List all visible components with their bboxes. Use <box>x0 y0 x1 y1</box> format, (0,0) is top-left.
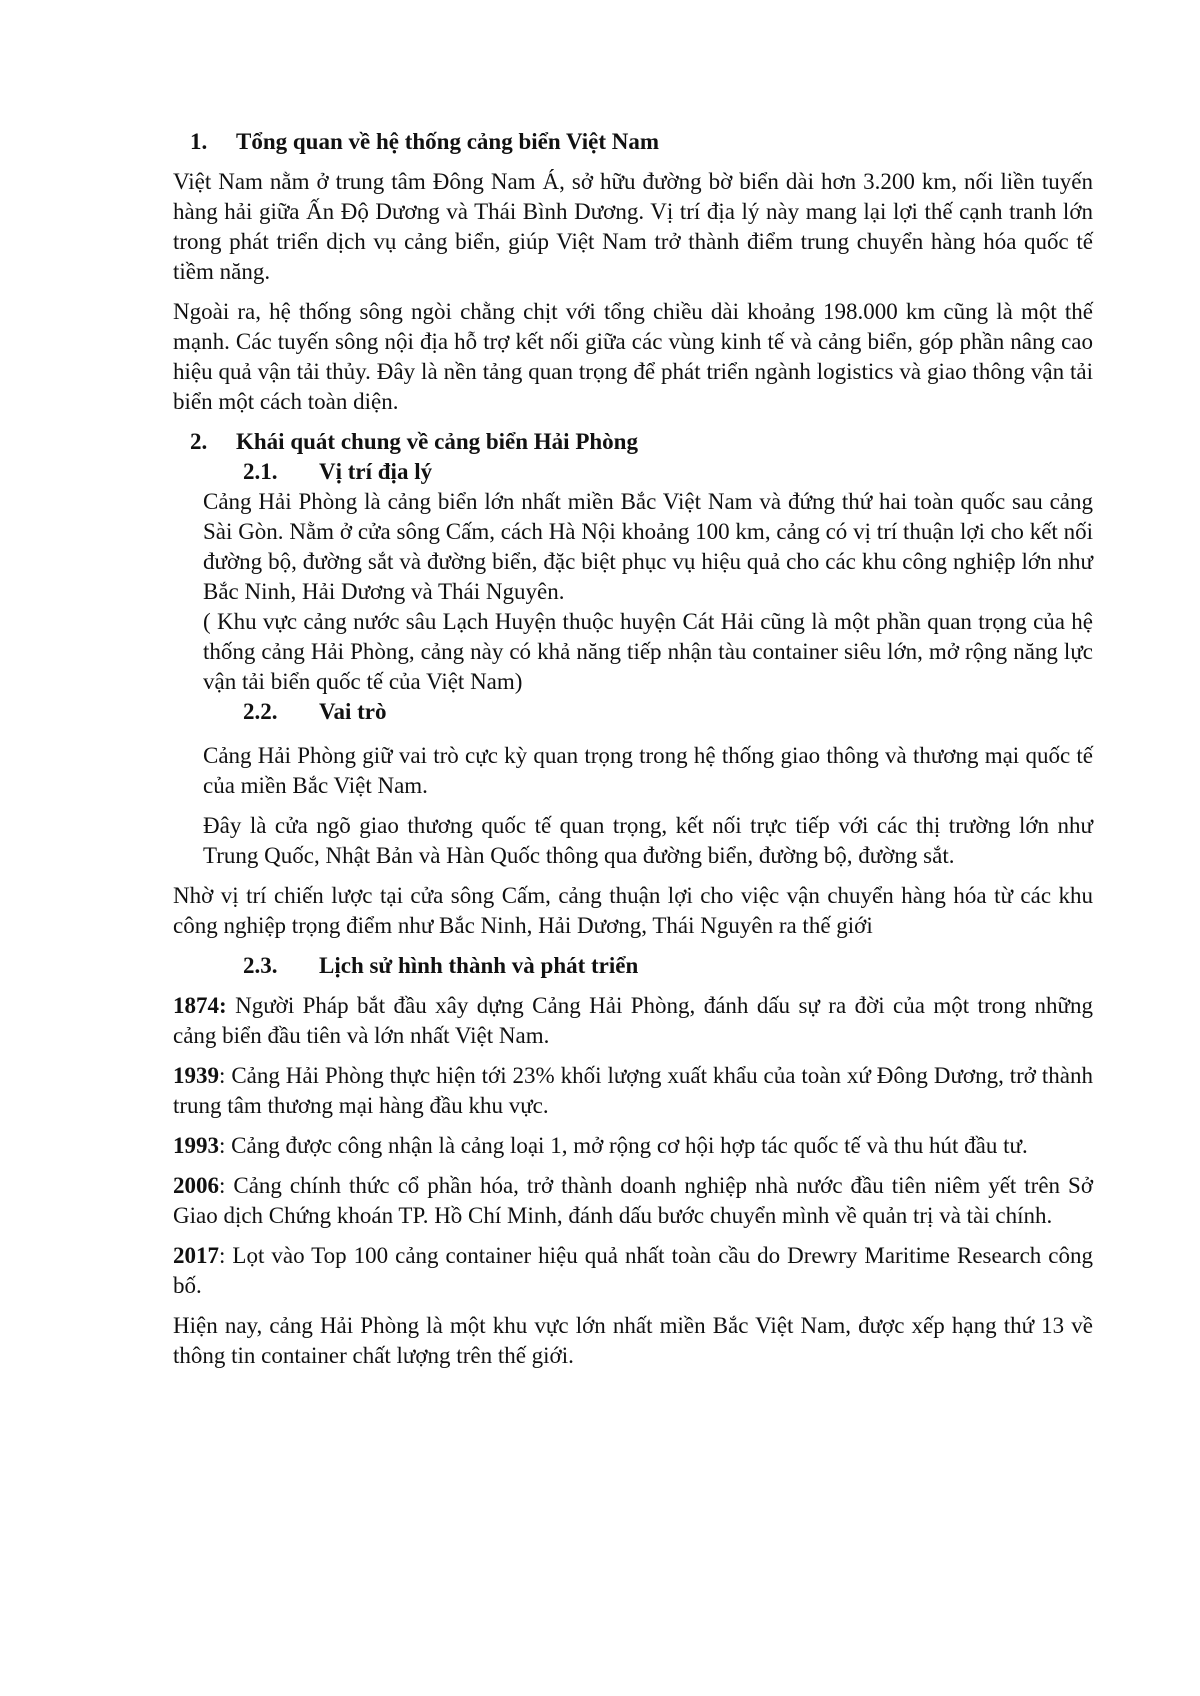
section-2-number: 2. <box>190 429 208 454</box>
timeline-text: : Lọt vào Top 100 cảng container hiệu quả nhất toàn cầu do Drewry Maritime Research công bố. <box>173 1243 1093 1298</box>
timeline-text: : Cảng chính thức cổ phần hóa, trở thành doanh nghiệp nhà nước đầu tiên niêm yết trên Sở Giao dịch Chứng khoán TP. Hồ Chí Minh, đánh dấu bước chuyển mình về quản trị và tài chính. <box>173 1173 1093 1228</box>
timeline-year: 2006 <box>173 1173 219 1198</box>
section-2-3-title: Lịch sử hình thành và phát triển <box>319 953 639 978</box>
document-body <box>173 127 1093 1381</box>
section-1-number: 1. <box>190 129 208 154</box>
section-2-3-number: 2.3. <box>243 953 278 978</box>
timeline-entry-2006 <box>173 1171 1093 1231</box>
timeline-text: : Cảng được công nhận là cảng loại 1, mở rộng cơ hội hợp tác quốc tế và thu hút đầu tư. <box>219 1133 1028 1158</box>
section-2-3-closing: Hiện nay, cảng Hải Phòng là một khu vực lớn nhất miền Bắc Việt Nam, được xếp hạng thứ 13 về thông tin container chất lượng trên thế giới. <box>173 1313 1093 1368</box>
section-2-3-heading <box>243 951 1093 981</box>
section-1-title: Tổng quan về hệ thống cảng biển Việt Nam <box>236 129 660 154</box>
timeline-text: : Cảng Hải Phòng thực hiện tới 23% khối lượng xuất khẩu của toàn xứ Đông Dương, trở thành trung tâm thương mại hàng đầu khu vực. <box>173 1063 1093 1118</box>
section-1-heading <box>190 127 1093 157</box>
timeline-entry-2017 <box>173 1241 1093 1301</box>
section-1-paragraph-1: Việt Nam nằm ở trung tâm Đông Nam Á, sở hữu đường bờ biển dài hơn 3.200 km, nối liền tuyến hàng hải giữa Ấn Độ Dương và Thái Bình Dương. Vị trí địa lý này mang lại lợi thế cạnh tranh lớn trong phát triển dịch vụ cảng biển, giúp Việt Nam trở thành điểm trung chuyển hàng hóa quốc tế tiềm năng. <box>173 169 1093 284</box>
section-2-1-number: 2.1. <box>243 459 278 484</box>
section-2-1-title: Vị trí địa lý <box>319 459 433 484</box>
timeline-text: Người Pháp bắt đầu xây dựng Cảng Hải Phòng, đánh dấu sự ra đời của một trong những cảng biển đầu tiên và lớn nhất Việt Nam. <box>173 993 1093 1048</box>
section-1-paragraph-2: Ngoài ra, hệ thống sông ngòi chằng chịt với tổng chiều dài khoảng 198.000 km cũng là một thế mạnh. Các tuyến sông nội địa hỗ trợ kết nối giữa các vùng kinh tế và cảng biển, góp phần nâng cao hiệu quả vận tải thủy. Đây là nền tảng quan trọng để phát triển ngành logistics và giao thông vận tải biển một cách toàn diện. <box>173 299 1093 414</box>
section-2-2-paragraph-1: Cảng Hải Phòng giữ vai trò cực kỳ quan trọng trong hệ thống giao thông và thương mại quốc tế của miền Bắc Việt Nam. <box>203 743 1093 798</box>
section-2-2-paragraph-3: Nhờ vị trí chiến lược tại cửa sông Cấm, cảng thuận lợi cho việc vận chuyển hàng hóa từ các khu công nghiệp trọng điểm như Bắc Ninh, Hải Dương, Thái Nguyên ra thế giới <box>173 883 1093 938</box>
section-2-2-paragraph-2: Đây là cửa ngõ giao thương quốc tế quan trọng, kết nối trực tiếp với các thị trường lớn như Trung Quốc, Nhật Bản và Hàn Quốc thông qua đường biển, đường bộ, đường sắt. <box>203 813 1093 868</box>
section-2-2-number: 2.2. <box>243 699 278 724</box>
section-2-heading <box>190 427 1093 457</box>
section-2-2-title: Vai trò <box>319 699 387 724</box>
timeline-year: 1939 <box>173 1063 219 1088</box>
section-2-title: Khái quát chung về cảng biển Hải Phòng <box>236 429 638 454</box>
section-2-2-heading <box>243 697 1093 727</box>
timeline-entry-1939 <box>173 1061 1093 1121</box>
timeline-year: 2017 <box>173 1243 219 1268</box>
section-2-1-paragraph-2: ( Khu vực cảng nước sâu Lạch Huyện thuộc huyện Cát Hải cũng là một phần quan trọng của hệ thống cảng Hải Phòng, cảng này có khả năng tiếp nhận tàu container siêu lớn, mở rộng năng lực vận tải biển quốc tế của Việt Nam) <box>203 609 1093 694</box>
timeline-year: 1993 <box>173 1133 219 1158</box>
timeline-entry-1874 <box>173 991 1093 1051</box>
timeline-entry-1993 <box>173 1131 1093 1161</box>
section-2-1-paragraph-1: Cảng Hải Phòng là cảng biển lớn nhất miền Bắc Việt Nam và đứng thứ hai toàn quốc sau cảng Sài Gòn. Nằm ở cửa sông Cấm, cách Hà Nội khoảng 100 km, cảng có vị trí thuận lợi cho kết nối đường bộ, đường sắt và đường biển, đặc biệt phục vụ hiệu quả cho các khu công nghiệp lớn như Bắc Ninh, Hải Dương và Thái Nguyên. <box>203 489 1093 604</box>
timeline-year: 1874: <box>173 993 227 1018</box>
section-2-1-heading <box>243 457 1093 487</box>
